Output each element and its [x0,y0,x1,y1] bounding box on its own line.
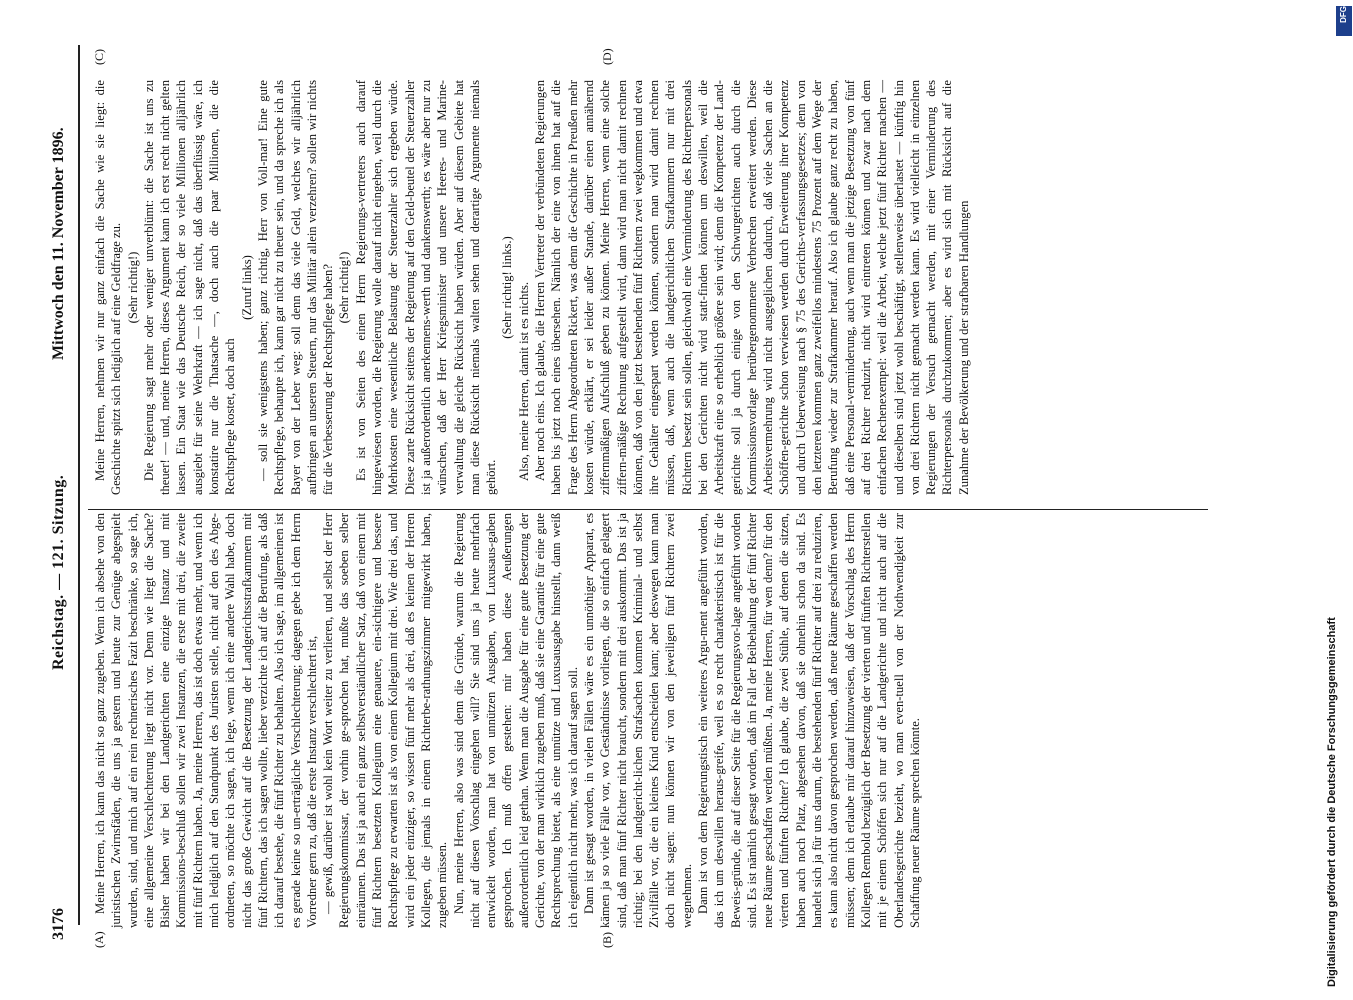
paragraph: Nun, meine Herren, also was sind denn die Gründe, warum die Regierung nicht auf diesen Vorschlag eingehen will? Sie sind uns ja heute mehrfach entwickelt worden, man hat von unnützen Ausgaben, von Luxusaus-gaben gesprochen. Ich muß offen gestehen: mir haben diese Aeußerungen außerordentlich leid gethan. Wenn man die Ausgabe für eine gute Besetzung der Gerichte, von der man wirklich zugeben muß, daß sie eine Garantie für eine gute Rechtsprechung bietet, als eine unnütze und Luxusausgabe hinstellt, dann weiß ich eigentlich nicht mehr, was ich darauf sagen soll. [451,513,580,928]
dfg-logo: DFG [1336,6,1352,36]
paragraph: Aber noch eins. Ich glaube, die Herren Vertreter der verbündeten Regierungen haben bis jetzt noch eines übersehen. Nämlich der eine von ihnen hat auf die Frage des Herrn Abgeordneten Rickert, was denn die Geschichte in Preußen mehr kosten würde, erklärt, er sei leider außer Stande, darüber einen annähernd ziffernmäßigen Aufschluß geben zu können. Meine Herren, wenn eine solche ziffern-mäßige Rechnung aufgestellt wird, dann wird man nicht damit rechnen können, daß von den jetzt bestehenden fünf Richtern zwei wegkommen und etwa ihre Gehälter eingespart werden können, sondern man wird damit rechnen müssen, daß, wenn auch die landgerichtlichen Strafkammern nur mit drei Richtern besetzt sein sollen, gleichwohl eine Verminderung des Richterpersonals bei den Gerichten nicht wird statt-finden können um deswillen, weil die Arbeitskraft eine so erheblich größere sein wird; denn die Kompetenz der Land-gerichte soll ja durch einige von den Schwurgerichten auch durch die Kommissionsvorlage herübergenommene Verbrechen erweitert werden. Diese Arbeitsvermehrung wird nicht ausgeglichen dadurch, daß viele Sachen an die Schöffen-gerichte schon verwiesen werden durch Erweiterung ihrer Kompetenz und durch Ueberweisung nach § 75 des Gerichts-verfassungsgesetzes; denn von den letzteren kommen ganz zweifellos mindestens 75 Prozent auf dem Wege der Berufung wieder zur Strafkammer herauf. Also ich glaube ganz recht zu haben, daß eine Personal-verminderung, auch wenn man die jetzige Besetzung von fünf auf drei Richter reduzirt, nicht wird eintreten können und zwar nach dem einfachen Rechenexempel: weil die Arbeit, welche jetzt fünf Richter machen — und dieselben sind jetzt wohl beschäftigt, stellenweise überlastet — künftig hin von drei Richtern nicht gemacht werden kann. Es wird vielleicht in einzelnen Regierungen der Versuch gemacht werden, mit einer Verminderung des Richterpersonals durchzukommen; aber es wird sich mit Rücksicht auf die Zunahme der Bevölkerung und der strafbaren Handlungen [533,80,971,495]
header-rule [78,45,80,925]
margin-marker-b: (B) [600,932,614,948]
paragraph: — soll sie wenigstens haben; ganz richtig, Herr von Voll-mar! Eine gute Rechtspflege, behaupte ich, kann gar nicht zu theuer sein, und da spreche ich als Bayer von der Leber weg: soll denn das viele Geld, welches wir alljährlich aufbringen an unseren Steuern, nur das Militär allein verzehren? sollen wir nichts für die Verbesserung der Rechtspflege haben? [255,80,336,495]
interjection: (Sehr richtig!) [125,251,140,324]
paragraph: Meine Herren, nehmen wir nur ganz einfach die Sache wie sie liegt: die Geschichte spitzt sich lediglich auf eine Geldfrage zu. [93,80,124,495]
interjection: (Zuruf links) [239,255,254,320]
interjection: (Sehr richtig! links.) [500,236,515,339]
margin-marker-d: (D) [600,48,614,65]
interjection: (Sehr richtig!) [337,251,352,324]
margin-marker-c: (C) [92,49,106,65]
session-title: Reichstag. — 121. Sitzung. [50,474,67,670]
page-header [0,0,67,1000]
page-number: 3176 [50,908,67,940]
footer-text: Digitalisierung gefördert durch die Deutsche Forschungsgemeinschaft [1326,617,1338,987]
margin-marker-a: (A) [92,931,106,948]
paragraph: Meine Herren, ich kann das nicht so ganz zugeben. Wenn ich absehe von den juristischen Zwirnsfäden, die uns ja gestern und heute zur Genüge abgespielt wurden, sind, und mich auf ein rein rechnerisches Fazit beschränke, so sage ich, eine allgemeine Verschlechterung liegt nicht vor. Denn wie liegt die Sache? Bisher haben wir bei den Landgerichten eine einzige Instanz und mit Kommissions-beschluß sollen wir zwei Instanzen, die erste mit drei, die zweite mit fünf Richtern haben. Ja, meine Herren, das ist doch etwas mehr, und wenn ich mich lediglich auf den Standpunkt des Juristen stelle, nicht auf den des Abge-ordneten, so möchte ich sagen, ich lege, wenn ich eine andere Wahl habe, doch nicht das große Gewicht auf die Besetzung der Landgerichtsstrafkammern mit fünf Richtern, das ich sagen wollte, lieber verzichte ich auf die Berufung, als daß ich darauf bestehe, die fünf Richter zu behalten. Also ich sage, im allgemeinen ist es gerade keine so un-erträgliche Verschlechterung; dagegen gebe ich dem Herrn Vorredner gern zu, daß die erste Instanz verschlechtert ist, [93,513,319,928]
text-column-left [92,513,923,928]
column-divider [88,509,1208,510]
digitization-footer [1326,12,1346,987]
session-date: Mittwoch den 11. November 1896. [50,127,67,360]
paragraph: Also, meine Herren, damit ist es nichts. [516,281,531,481]
paragraph: Dann ist gesagt worden, in vielen Fällen wäre es ein unnöthiger Apparat, es kämen ja so viele Fälle vor, wo Geständnisse vorliegen, die so einfach gelagert sind, daß man fünf Richter nicht braucht, sondern mit drei auskommt. Das ist ja richtig; bei den landgericht-lichen Strafsachen kommen Kriminal- und selbst Zivilfälle vor, die ein kleines Kind entscheiden kann; aber deswegen kann man doch nicht sagen: nun können wir von den jeweiligen fünf Richtern zwei wegnehmen. [581,513,694,928]
paragraph: Dann ist von dem Regierungstisch ein weiteres Argu-ment angeführt worden, das ich um deswillen heraus-greife, weil es so recht charakteristisch ist für die Beweis-gründe, die auf dieser Seite für die Regierungsvor-lage angeführt worden sind. Es ist nämlich gesagt worden, daß im Fall der Beibehaltung der fünf Richter neue Räume geschaffen werden müßten. Ja, meine Herren, für wen denn? für den vierten und fünften Richter? Ich glaube, die zwei Stühle, auf denen die sitzen, haben auch noch Platz, abgesehen davon, daß sie ohnehin schon da sind. Es handelt sich ja für uns darum, die bestehenden fünf Richter auf drei zu reduziren, es kann also nicht davon gesprochen werden, daß neue Räume geschaffen werden müssen; denn ich erlaube mir darauf hinzuweisen, daß der Vorschlag des Herrn Kollegen Rembold bezüglich der Besetzung der vierten und fünften Richterstellen mit je einem Schöffen sich nur auf die Landgerichte und nicht auch auf die Oberlandesgerichte bezieht, wo man even-tuell von der Nothwendigkeit zur Schaffung neuer Räume sprechen könnte. [695,513,922,928]
paragraph: Die Regierung sagt mehr oder weniger unverblümt: die Sache ist uns zu theuer! — und, meine Herren, dieses Argument kann ich erst recht nicht gelten lassen. Ein Staat wie das Deutsche Reich, der so viele Millionen alljährlich ausgiebt für seine Wehrkraft — ich sage nicht, daß das überflüssig wäre, ich konstatire nur die Thatsache —, doch auch die paar Millionen, die die Rechtspflege kostet, doch auch [141,80,238,495]
paragraph: Es ist von Seiten des einen Herrn Regierungs-vertreters auch darauf hingewiesen worden, die Regierung wolle darauf nicht eingehen, weil durch die Mehrkosten eine wesentliche Belastung der Steuerzahler sich ergeben würde. Diese zarte Rücksicht seitens der Regierung auf den Geld-beutel der Steuerzahler ist ja außerordentlich anerkennens-werth und dankenswerth; es wäre aber nur zu wünschen, daß der Herr Kriegsminister und unsere Heeres- und Marine-verwaltung die gleiche Rücksicht haben würden. Aber auf diesem Gebiete hat man diese Rücksicht niemals walten sehen und derartige Argumente niemals gehört. [353,80,499,495]
paragraph: — gewiß, darüber ist wohl kein Wort weiter zu verlieren, und selbst der Herr Regierungskommissar, der vorhin ge-sprochen hat, mußte das soeben selber einräumen. Das ist ja auch ein ganz selbstverständlicher Satz, daß von einem mit fünf Richtern besetzten Kollegium eine genauere, ein-sichtigere und bessere Rechtspflege zu erwarten ist als von einem Kollegium mit drei. Wie drei das, und wird ein jeder einziger, so wissen fünf mehr als drei, daß es keinen der Herren Kollegen, die jemals in einem Richterbe-rathungszimmer mitgewirkt haben, zugeben müssen. [321,513,450,928]
text-column-right [92,80,972,495]
